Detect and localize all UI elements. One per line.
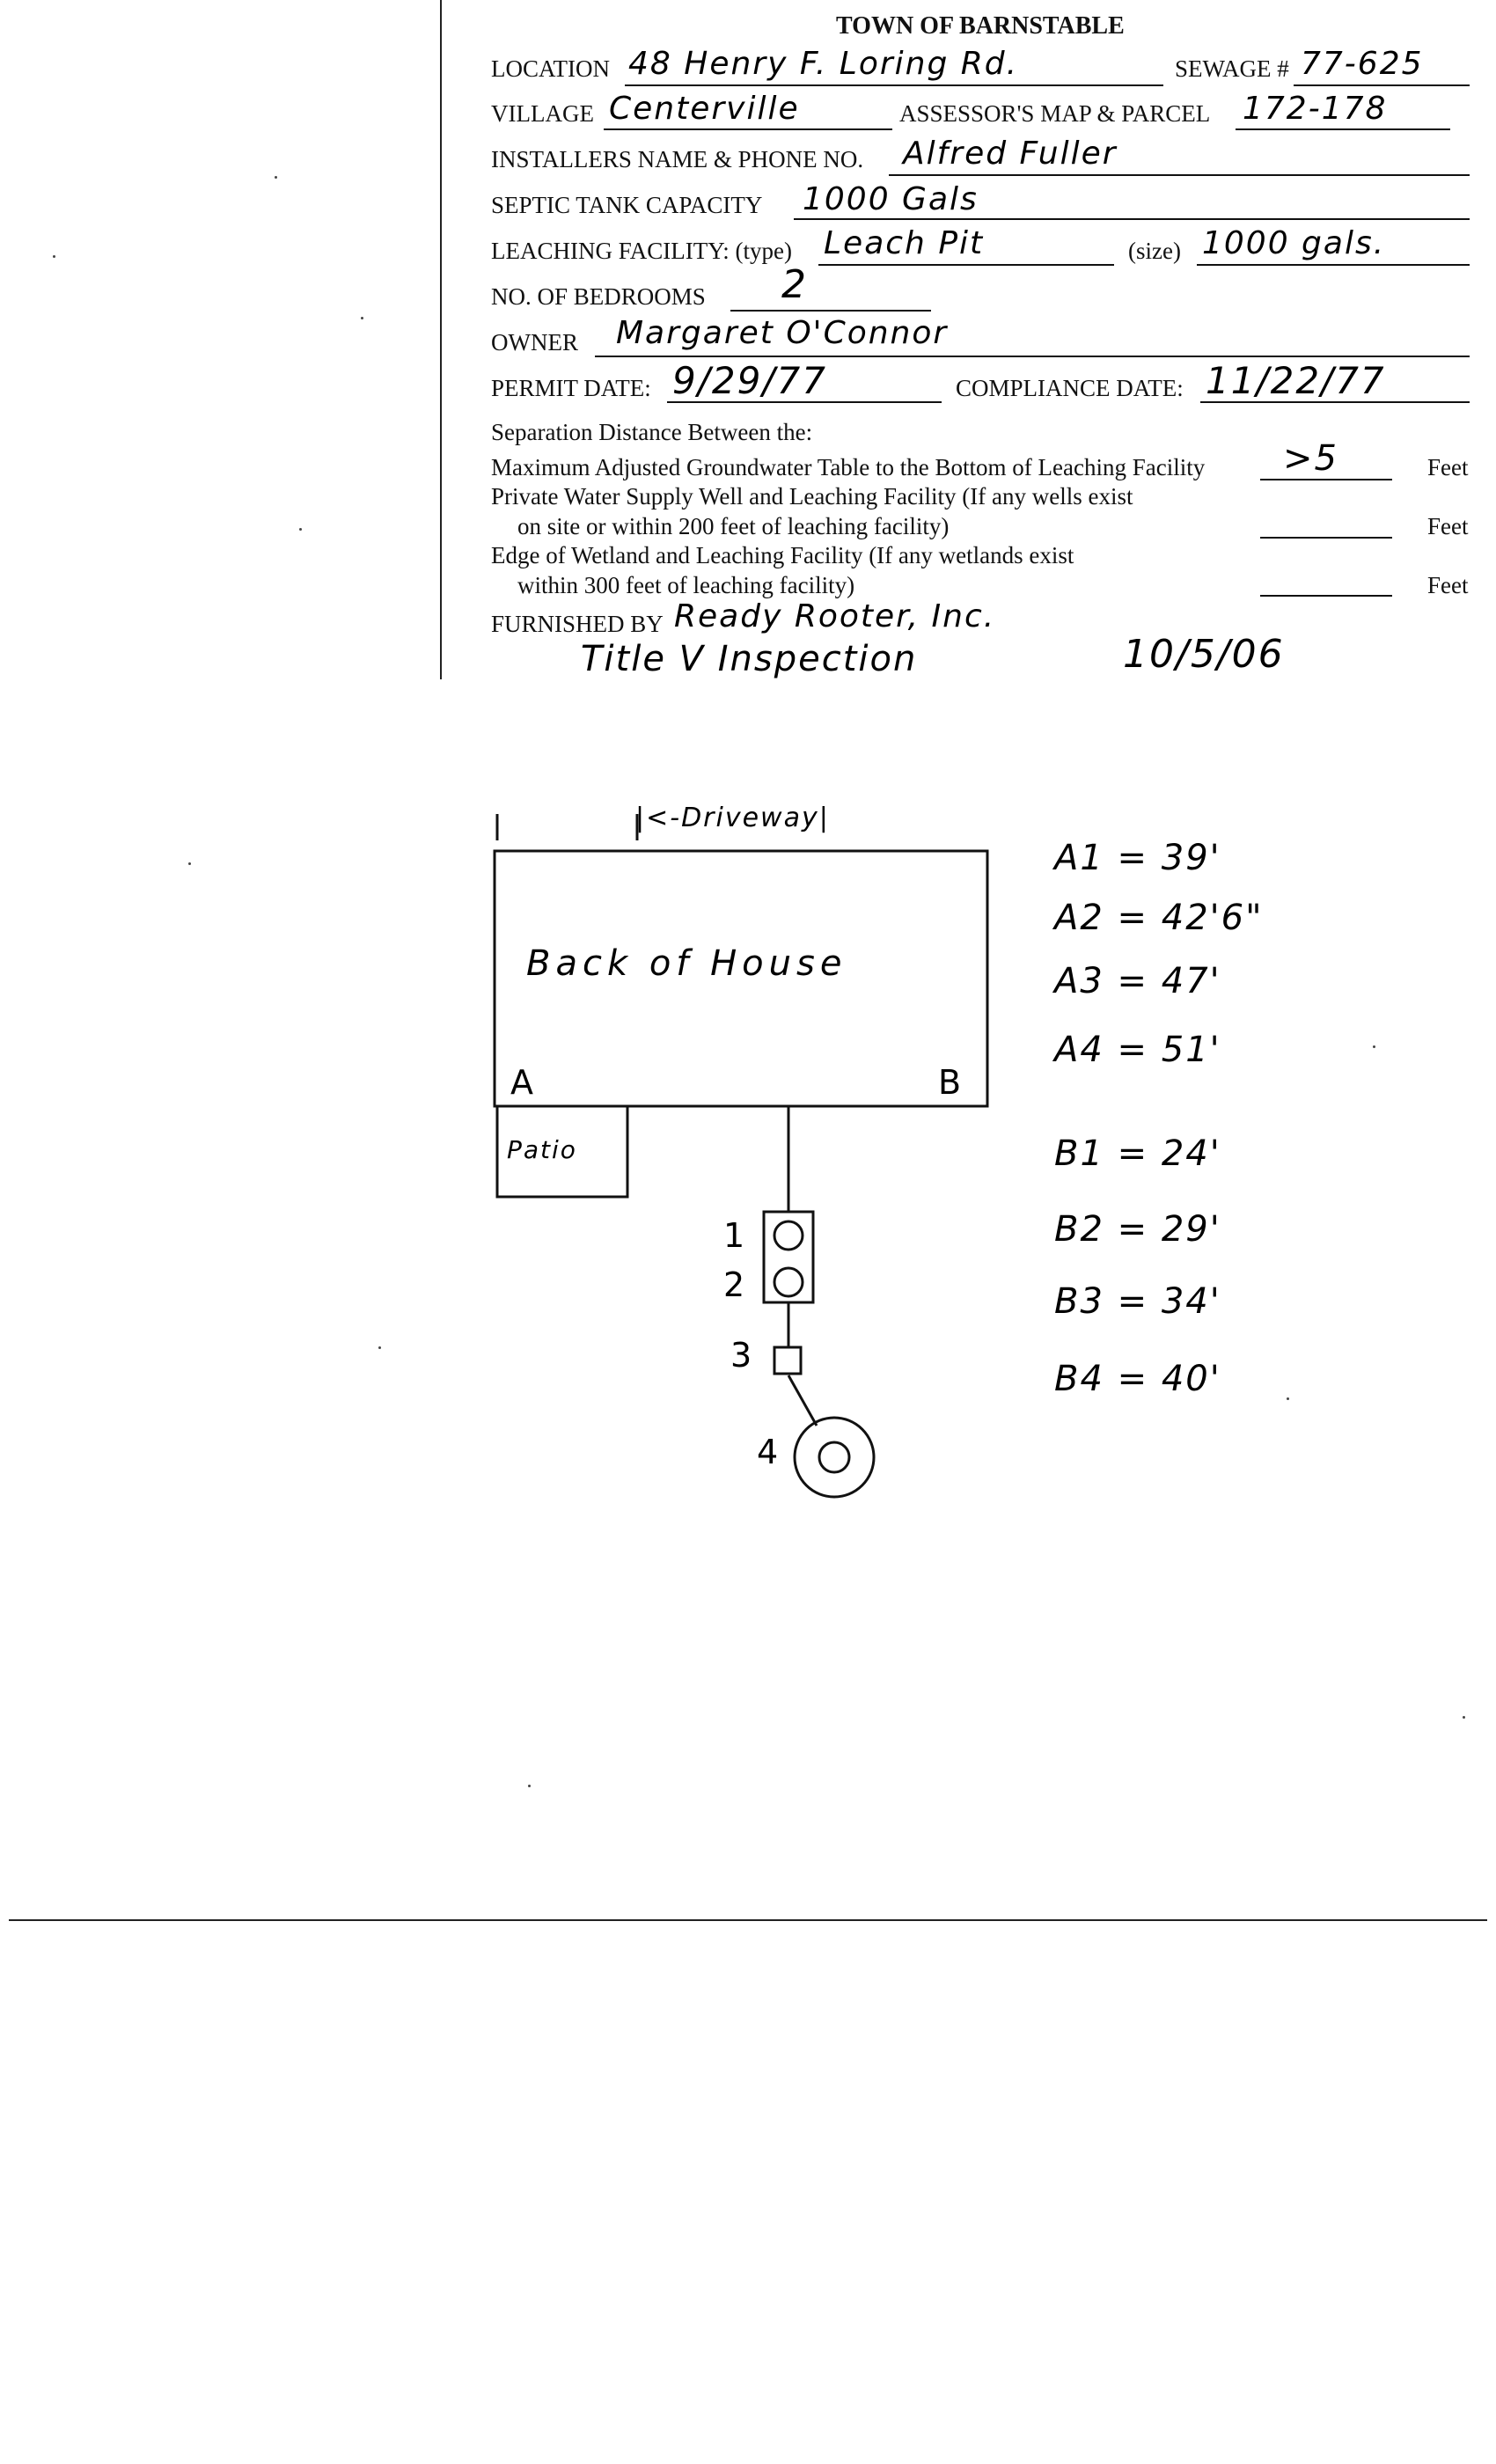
well-line2: on site or within 200 feet of leaching facility) — [517, 513, 950, 539]
scan-speck — [188, 862, 191, 865]
owner-value: Margaret O'Connor — [616, 315, 949, 351]
measurement-b1: B1 = 24' — [1054, 1133, 1221, 1174]
scan-speck — [275, 176, 277, 179]
installer-value: Alfred Fuller — [903, 136, 1118, 172]
tank-lid-1 — [774, 1221, 803, 1250]
corner-a-label: A — [510, 1063, 535, 1102]
groundwater-label: Maximum Adjusted Groundwater Table to the Bottom of Leaching Facility — [491, 454, 1206, 480]
installer-label: INSTALLERS NAME & PHONE NO. — [491, 146, 864, 172]
measurement-b2: B2 = 29' — [1054, 1209, 1221, 1250]
permit-label: PERMIT DATE: — [491, 375, 651, 401]
assessor-value: 172-178 — [1243, 91, 1388, 127]
septic-value: 1000 Gals — [803, 181, 979, 217]
pipe-to-pit — [788, 1375, 817, 1426]
groundwater-value: >5 — [1283, 438, 1338, 479]
tank-number-2: 2 — [723, 1265, 747, 1304]
septic-label: SEPTIC TANK CAPACITY — [491, 192, 763, 218]
measurement-a1: A1 = 39' — [1054, 838, 1221, 878]
dbox-number-3: 3 — [730, 1336, 754, 1375]
pit-number-4: 4 — [757, 1433, 781, 1471]
compliance-label: COMPLIANCE DATE: — [956, 375, 1184, 401]
inspection-date: 10/5/06 — [1123, 632, 1285, 677]
village-label: VILLAGE — [491, 100, 594, 127]
leaching-size-value: 1000 gals. — [1202, 225, 1386, 261]
sewage-value: 77-625 — [1301, 46, 1424, 82]
wetland-line1: Edge of Wetland and Leaching Facility (If any wetlands exist — [491, 542, 1074, 568]
compliance-value: 11/22/77 — [1206, 359, 1386, 402]
scan-speck — [299, 528, 302, 531]
leach-pit-inner — [819, 1442, 849, 1472]
furnished-value: Ready Rooter, Inc. — [674, 598, 996, 634]
scan-speck — [528, 1785, 531, 1787]
owner-label: OWNER — [491, 329, 578, 356]
distribution-box — [774, 1347, 801, 1374]
scan-speck — [1287, 1397, 1289, 1400]
scan-speck — [1463, 1716, 1465, 1719]
leaching-label: LEACHING FACILITY: (type) — [491, 238, 792, 264]
patio-label: Patio — [507, 1135, 577, 1164]
measurement-a3: A3 = 47' — [1054, 961, 1221, 1001]
furnished-label: FURNISHED BY — [491, 611, 664, 637]
separation-heading: Separation Distance Between the: — [491, 419, 813, 445]
tank-number-1: 1 — [723, 1216, 747, 1255]
measurement-b3: B3 = 34' — [1054, 1281, 1221, 1322]
form-title: TOWN OF BARNSTABLE — [836, 12, 1125, 40]
scan-speck — [53, 255, 55, 258]
driveway-label: |<-Driveway| — [635, 803, 830, 833]
measurement-a2: A2 = 42'6" — [1054, 898, 1264, 938]
scan-speck — [378, 1346, 381, 1349]
groundwater-unit: Feet — [1427, 454, 1469, 480]
leach-pit-outer — [795, 1418, 874, 1497]
scan-speck — [1373, 1045, 1375, 1048]
leaching-size-label: (size) — [1128, 238, 1181, 264]
tank-outline — [764, 1212, 813, 1302]
wetland-unit: Feet — [1427, 572, 1469, 598]
inspection-note: Title V Inspection — [581, 639, 918, 679]
scan-speck — [361, 317, 363, 319]
tank-lid-2 — [774, 1268, 803, 1296]
leaching-type-value: Leach Pit — [824, 225, 985, 261]
measurement-b4: B4 = 40' — [1054, 1359, 1221, 1399]
measurement-a4: A4 = 51' — [1054, 1030, 1221, 1070]
location-label: LOCATION — [491, 55, 610, 82]
corner-b-label: B — [938, 1063, 964, 1102]
bedrooms-value: 2 — [781, 262, 808, 307]
well-unit: Feet — [1427, 513, 1469, 539]
assessor-label: ASSESSOR'S MAP & PARCEL — [899, 100, 1211, 127]
village-value: Centerville — [609, 91, 800, 127]
wetland-line2: within 300 feet of leaching facility) — [517, 572, 855, 598]
location-value: 48 Henry F. Loring Rd. — [628, 46, 1019, 82]
house-label: Back of House — [526, 943, 847, 984]
bedrooms-label: NO. OF BEDROOMS — [491, 283, 706, 310]
permit-value: 9/29/77 — [672, 359, 827, 402]
well-line1: Private Water Supply Well and Leaching Facility (If any wells exist — [491, 483, 1133, 510]
sewage-label: SEWAGE # — [1175, 55, 1289, 82]
